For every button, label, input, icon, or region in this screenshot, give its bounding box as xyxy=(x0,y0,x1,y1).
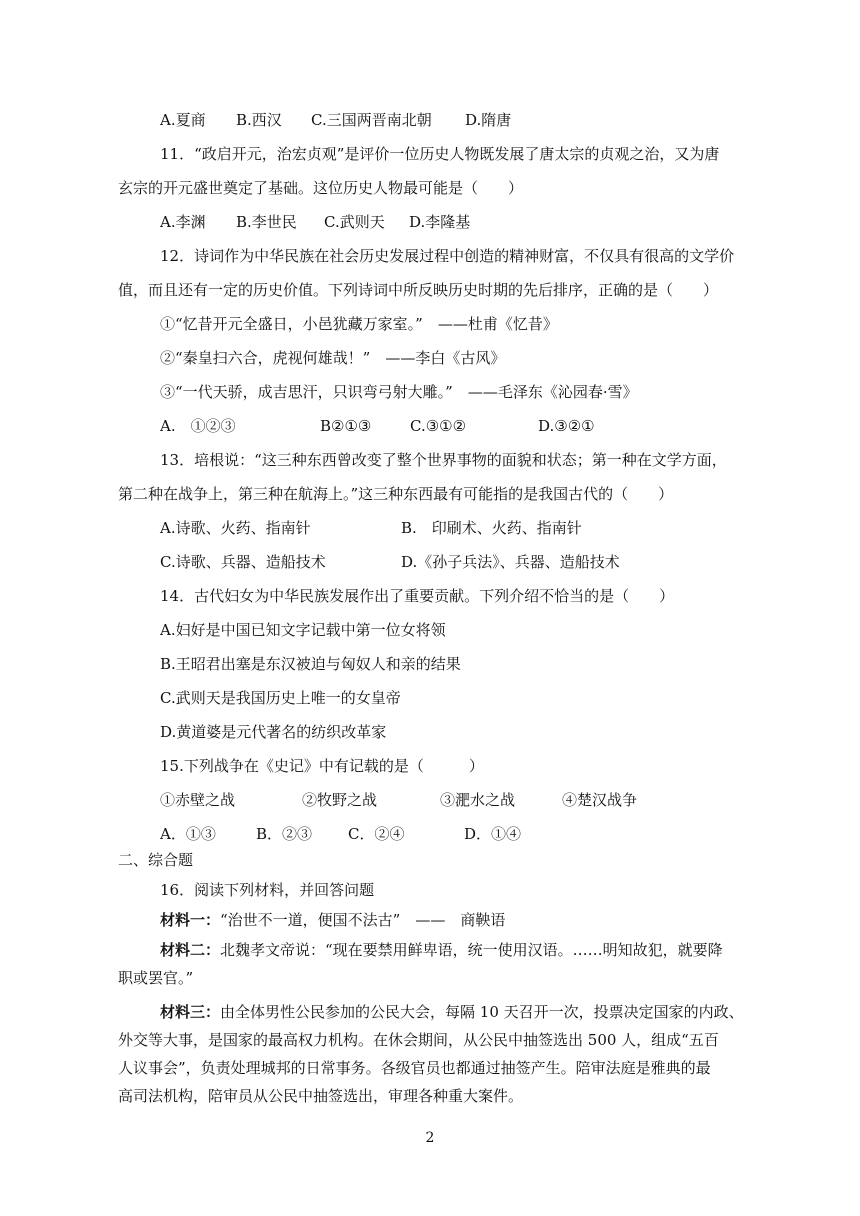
q15-option-a: A．①③ xyxy=(160,825,216,843)
q11-stem-line1: 11．“政启开元，治宏贞观”是评价一位历史人物既发展了唐太宗的贞观之治，又为唐 xyxy=(160,145,720,163)
q13-options-row2 xyxy=(160,552,740,572)
material-2-text-line2: 职或罢官。” xyxy=(118,969,194,987)
q12-poem-2: ②“秦皇扫六合，虎视何雄哉！” ——李白《古风》 xyxy=(160,349,506,367)
material-2-label: 材料二： xyxy=(160,941,221,959)
q15-option-b: B．②③ xyxy=(256,825,313,843)
q12-option-a: A. ①②③ xyxy=(160,417,236,435)
q16-material-2 xyxy=(160,940,740,960)
q12-poem-1: ①“忆昔开元全盛日，小邑犹藏万家室。” ——杜甫《忆昔》 xyxy=(160,315,558,333)
q14-option-b: B.王昭君出塞是东汉被迫与匈奴人和亲的结果 xyxy=(160,655,461,673)
q15-options xyxy=(160,824,740,844)
material-3-label: 材料三： xyxy=(160,1003,221,1021)
q12-option-c: C.③①② xyxy=(410,417,467,435)
material-3-text-line2: 外交等大事，是国家的最高权力机构。在休会期间，从公民中抽签选出 500 人，组成“五百 xyxy=(118,1031,719,1049)
material-2-text-line1: 北魏孝文帝说：“现在要禁用鲜卑语，统一使用汉语。……明知故犯，就要降 xyxy=(220,941,723,959)
q10-option-a: A.夏商 xyxy=(160,111,206,129)
material-3-text-line4: 高司法机构，陪审员从公民中抽签选出，审理各种重大案件。 xyxy=(118,1087,524,1105)
q13-option-b: B. 印刷术、火药、指南针 xyxy=(401,519,582,537)
q12-option-d: D.③②① xyxy=(538,417,595,435)
q16-stem: 16．阅读下列材料，并回答问题 xyxy=(160,881,375,899)
section-heading: 二、综合题 xyxy=(118,851,194,869)
q14-stem: 14．古代妇女为中华民族发展作出了重要贡献。下列介绍不恰当的是（ ） xyxy=(160,587,675,605)
q15-option-c: C．②④ xyxy=(348,825,405,843)
q15-stem: 15.下列战争在《史记》中有记载的是（ ） xyxy=(160,757,484,775)
material-1-text: “治世不一道，便国不法古” —— 商鞅语 xyxy=(220,911,506,929)
q10-option-c: C.三国两晋南北朝 xyxy=(311,111,432,129)
q15-item-2: ②牧野之战 xyxy=(302,791,378,809)
q15-item-1: ①赤壁之战 xyxy=(160,791,236,809)
q14-option-d: D.黄道婆是元代著名的纺织改革家 xyxy=(160,723,387,741)
q14-option-c: C.武则天是我国历史上唯一的女皇帝 xyxy=(160,689,401,707)
q12-options xyxy=(160,416,740,436)
q12-option-b: B②①③ xyxy=(320,417,372,435)
q16-material-3 xyxy=(160,1002,744,1022)
material-3-text-line3: 人议事会”，负责处理城邦的日常事务。各级官员也都通过抽签产生。陪审法庭是雅典的最 xyxy=(118,1059,711,1077)
q11-option-d: D.李隆基 xyxy=(409,213,471,231)
q16-material-1 xyxy=(160,910,740,930)
q11-options xyxy=(160,212,740,232)
q10-options xyxy=(160,110,740,130)
q11-stem-line2: 玄宗的开元盛世奠定了基础。这位历史人物最可能是（ ） xyxy=(118,179,524,197)
q13-stem-line2: 第二种在战争上，第三种在航海上。”这三种东西最有可能指的是我国古代的（ ） xyxy=(118,485,674,503)
q12-stem-line1: 12．诗词作为中华民族在社会历史发展过程中创造的精神财富，不仅具有很高的文学价 xyxy=(160,247,735,265)
q15-items xyxy=(160,790,740,810)
q11-option-b: B.李世民 xyxy=(236,213,297,231)
q13-options-row1 xyxy=(160,518,740,538)
q10-option-b: B.西汉 xyxy=(236,111,282,129)
q13-option-a: A.诗歌、火药、指南针 xyxy=(160,519,311,537)
page-number: 2 xyxy=(425,1130,435,1146)
q14-option-a: A.妇好是中国已知文字记载中第一位女将领 xyxy=(160,621,446,639)
q10-option-d: D.隋唐 xyxy=(465,111,512,129)
q12-stem-line2: 值，而且还有一定的历史价值。下列诗词中所反映历史时期的先后排序，正确的是（ ） xyxy=(118,281,719,299)
material-1-label: 材料一： xyxy=(160,911,221,929)
q13-option-c: C.诗歌、兵器、造船技术 xyxy=(160,553,326,571)
q15-item-3: ③淝水之战 xyxy=(440,791,516,809)
q11-option-c: C.武则天 xyxy=(324,213,385,231)
q15-option-d: D．①④ xyxy=(464,825,522,843)
q11-option-a: A.李渊 xyxy=(160,213,206,231)
q13-option-d: D.《孙子兵法》、兵器、造船技术 xyxy=(401,553,620,571)
material-3-text-line1: 由全体男性公民参加的公民大会，每隔 10 天召开一次，投票决定国家的内政、 xyxy=(220,1003,744,1021)
q12-poem-3: ③“一代天骄，成吉思汗，只识弯弓射大雕。” ——毛泽东《沁园春·雪》 xyxy=(160,383,638,401)
q13-stem-line1: 13．培根说：“这三种东西曾改变了整个世界事物的面貌和状态；第一种在文学方面， xyxy=(160,451,727,469)
q15-item-4: ④楚汉战争 xyxy=(562,791,638,809)
